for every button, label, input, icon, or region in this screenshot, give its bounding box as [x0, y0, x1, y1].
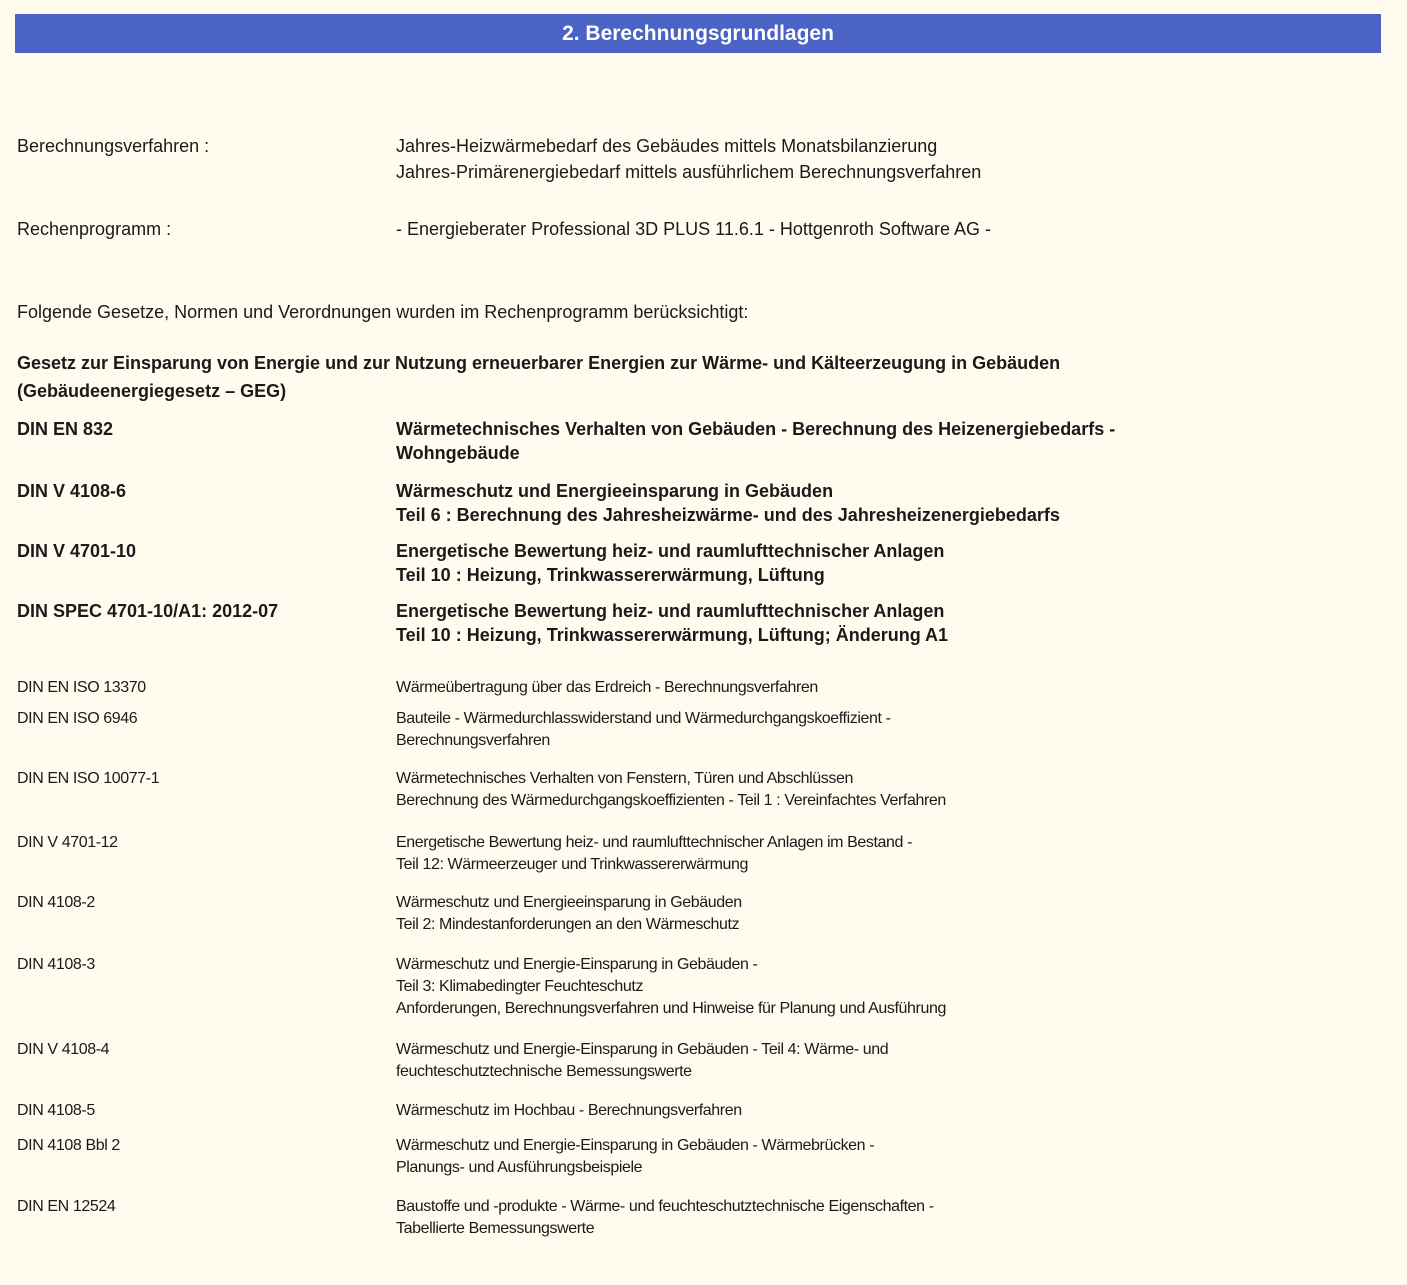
norm-description: [396, 1100, 1376, 1122]
norm-line: Wohngebäude: [396, 443, 520, 463]
norm-description: [396, 417, 1376, 465]
norm-line: Energetische Bewertung heiz- und raumlufttechnischer Anlagen: [396, 541, 945, 561]
norm-code: DIN 4108-3: [17, 956, 95, 973]
norm-code: DIN 4108 Bbl 2: [17, 1137, 120, 1154]
calc-method-line: Jahres-Primärenergiebedarf mittels ausführlichem Berechnungsverfahren: [396, 162, 982, 182]
norm-code: DIN 4108-5: [17, 1102, 95, 1119]
norm-line: Wärmeübertragung über das Erdreich - Berechnungsverfahren: [396, 679, 818, 696]
norm-description: [396, 708, 1376, 752]
norm-line: Teil 6 : Berechnung des Jahresheizwärme- und des Jahresheizenergiebedarfs: [396, 505, 1060, 525]
norm-code: DIN V 4108-4: [17, 1041, 110, 1058]
norm-code: DIN V 4701-12: [17, 834, 118, 851]
law-title: [17, 349, 1377, 405]
norm-code: DIN EN ISO 10077-1: [17, 770, 160, 787]
program-value-text: - Energieberater Professional 3D PLUS 11.6.1 - Hottgenroth Software AG -: [396, 219, 991, 239]
norm-description: [396, 599, 1376, 647]
program-label: Rechenprogramm :: [17, 219, 172, 239]
norm-line: Wärmeschutz und Energieeinsparung in Gebäuden: [396, 894, 742, 911]
calc-method-line: Jahres-Heizwärmebedarf des Gebäudes mittels Monatsbilanzierung: [396, 136, 938, 156]
norm-code: DIN V 4701-10: [17, 541, 137, 561]
norm-code: DIN 4108-2: [17, 894, 95, 911]
norm-description: [396, 954, 1376, 1020]
law-line: Gesetz zur Einsparung von Energie und zur Nutzung erneuerbarer Energien zur Wärme- und Kälteerzeugung in Gebäuden: [17, 353, 1061, 373]
calc-method-label: Berechnungsverfahren :: [17, 136, 210, 156]
norm-line: Wärmetechnisches Verhalten von Gebäuden - Berechnung des Heizenergiebedarfs -: [396, 419, 1116, 439]
norm-code: DIN EN ISO 13370: [17, 679, 146, 696]
norm-line: Bauteile - Wärmedurchlasswiderstand und Wärmedurchgangskoeffizient -: [396, 710, 891, 727]
norm-description: [396, 1039, 1376, 1083]
norm-line: Teil 10 : Heizung, Trinkwassererwärmung, Lüftung; Änderung A1: [396, 625, 949, 645]
norm-code: DIN V 4108-6: [17, 481, 127, 501]
norm-line: Teil 3: Klimabedingter Feuchteschutz: [396, 978, 644, 995]
norm-code: DIN EN 12524: [17, 1198, 116, 1215]
norm-line: Wärmeschutz und Energie-Einsparung in Gebäuden - Teil 4: Wärme- und: [396, 1041, 889, 1058]
norm-description: [396, 1196, 1376, 1240]
norm-line: Wärmeschutz und Energieeinsparung in Gebäuden: [396, 481, 834, 501]
program-value: [396, 216, 1376, 242]
norm-line: Wärmeschutz und Energie-Einsparung in Gebäuden -: [396, 956, 758, 973]
norm-description: [396, 768, 1376, 812]
norm-line: Berechnung des Wärmedurchgangskoeffizienten - Teil 1 : Vereinfachtes Verfahren: [396, 792, 946, 809]
norm-line: Teil 10 : Heizung, Trinkwassererwärmung, Lüftung: [396, 565, 825, 585]
norm-description: [396, 677, 1376, 699]
norm-line: Energetische Bewertung heiz- und raumlufttechnischer Anlagen im Bestand -: [396, 834, 912, 851]
norm-description: [396, 832, 1376, 876]
norm-line: Wärmetechnisches Verhalten von Fenstern, Türen und Abschlüssen: [396, 770, 853, 787]
norm-code: DIN EN ISO 6946: [17, 710, 138, 727]
norm-line: Baustoffe und -produkte - Wärme- und feuchteschutztechnische Eigenschaften -: [396, 1198, 934, 1215]
norm-description: [396, 1135, 1376, 1179]
norm-description: [396, 539, 1376, 587]
norm-code: DIN SPEC 4701-10/A1: 2012-07: [17, 601, 279, 621]
norm-line: Wärmeschutz und Energie-Einsparung in Gebäuden - Wärmebrücken -: [396, 1137, 875, 1154]
law-line: (Gebäudeenergiegesetz – GEG): [17, 381, 287, 401]
norm-line: Teil 12: Wärmeerzeuger und Trinkwassererwärmung: [396, 856, 749, 873]
norm-line: feuchteschutztechnische Bemessungswerte: [396, 1063, 692, 1080]
calc-method-value: [396, 133, 1376, 185]
norm-line: Tabellierte Bemessungswerte: [396, 1220, 595, 1237]
norm-code: DIN EN 832: [17, 419, 114, 439]
norms-intro: Folgende Gesetze, Normen und Verordnungen wurden im Rechenprogramm berücksichtigt:: [17, 302, 749, 322]
norm-line: Planungs- und Ausführungsbeispiele: [396, 1159, 643, 1176]
norm-line: Anforderungen, Berechnungsverfahren und Hinweise für Planung und Ausführung: [396, 1000, 946, 1017]
norm-line: Energetische Bewertung heiz- und raumlufttechnischer Anlagen: [396, 601, 945, 621]
norm-description: [396, 479, 1376, 527]
norm-line: Berechnungsverfahren: [396, 732, 550, 749]
norm-line: Wärmeschutz im Hochbau - Berechnungsverfahren: [396, 1102, 742, 1119]
section-header: 2. Berechnungsgrundlagen: [15, 14, 1381, 53]
norm-description: [396, 892, 1376, 936]
norm-line: Teil 2: Mindestanforderungen an den Wärmeschutz: [396, 916, 740, 933]
